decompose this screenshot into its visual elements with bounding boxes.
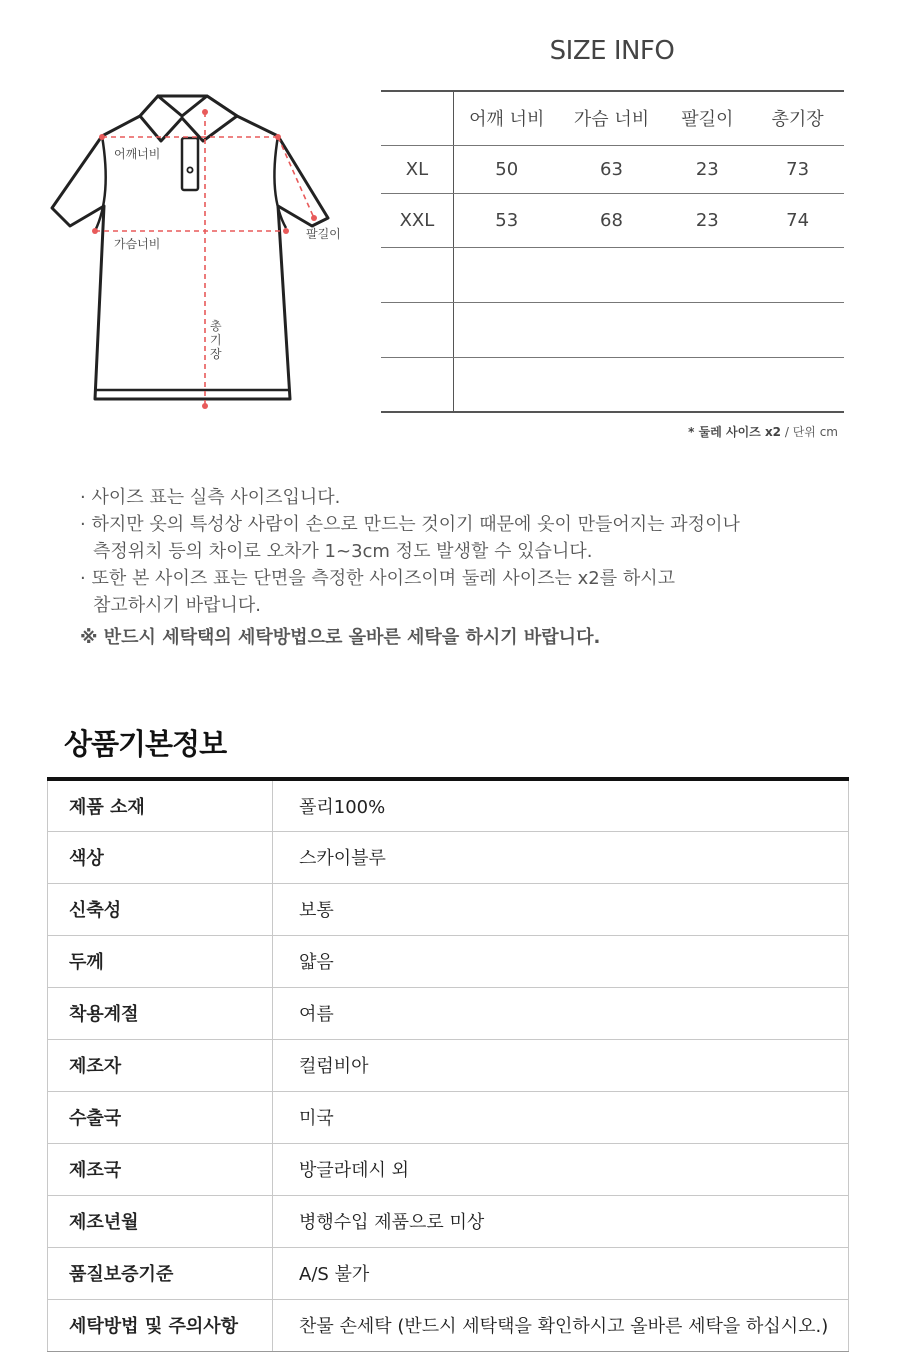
info-row — [48, 883, 849, 935]
info-value: A/S 불가 — [273, 1247, 849, 1299]
info-row — [48, 1091, 849, 1143]
measure-point — [99, 134, 105, 140]
info-key: 제품 소재 — [48, 779, 273, 831]
info-value: 얇음 — [273, 935, 849, 987]
measure-point — [283, 228, 289, 234]
size-cell — [751, 247, 844, 302]
length-label-2: 기 — [210, 333, 222, 347]
info-value: 미국 — [273, 1091, 849, 1143]
size-note-unit: / 단위 cm — [781, 425, 838, 439]
info-key: 제조국 — [48, 1143, 273, 1195]
info-key: 제조자 — [48, 1039, 273, 1091]
size-cell — [751, 357, 844, 412]
note-line: 측정위치 등의 차이로 오차가 1~3cm 정도 발생할 수 있습니다. — [93, 541, 593, 562]
info-value: 컬럼비아 — [273, 1039, 849, 1091]
size-label — [381, 247, 453, 302]
info-row — [48, 935, 849, 987]
size-table — [381, 90, 844, 413]
size-cell — [453, 302, 559, 357]
info-value: 병행수입 제품으로 미상 — [273, 1195, 849, 1247]
size-cell — [560, 357, 664, 412]
size-cell — [453, 357, 559, 412]
length-label-3: 장 — [210, 347, 222, 361]
measure-point — [92, 228, 98, 234]
measure-point — [202, 403, 208, 409]
info-value: 보통 — [273, 883, 849, 935]
size-cell: 23 — [663, 145, 751, 193]
size-cell: 74 — [751, 193, 844, 247]
size-label: XL — [381, 145, 453, 193]
product-info-table — [47, 777, 849, 1352]
size-cell: 73 — [751, 145, 844, 193]
info-value: 방글라데시 외 — [273, 1143, 849, 1195]
info-row — [48, 1143, 849, 1195]
info-row — [48, 831, 849, 883]
size-header-sleeve: 팔길이 — [663, 91, 751, 145]
info-row — [48, 1247, 849, 1299]
info-key: 색상 — [48, 831, 273, 883]
note-line: 참고하시기 바랍니다. — [93, 595, 261, 616]
info-value: 여름 — [273, 987, 849, 1039]
size-cell: 53 — [453, 193, 559, 247]
size-cell: 68 — [560, 193, 664, 247]
shoulder-label: 어깨너비 — [114, 147, 161, 161]
size-cell — [663, 357, 751, 412]
polo-shirt-diagram — [40, 86, 360, 416]
size-cell — [663, 247, 751, 302]
measure-point — [311, 215, 317, 221]
size-label: XXL — [381, 193, 453, 247]
info-key: 세탁방법 및 주의사항 — [48, 1299, 273, 1351]
info-row — [48, 1039, 849, 1091]
info-key: 신축성 — [48, 883, 273, 935]
size-cell — [751, 302, 844, 357]
size-cell: 50 — [453, 145, 559, 193]
size-header-shoulder: 어깨 너비 — [453, 91, 559, 145]
shirt-button — [187, 167, 192, 172]
info-key: 수출국 — [48, 1091, 273, 1143]
size-header-blank — [381, 91, 453, 145]
size-row — [381, 145, 844, 193]
info-key: 착용계절 — [48, 987, 273, 1039]
info-value: 폴리100% — [273, 779, 849, 831]
product-info-title: 상품기본정보 — [64, 727, 227, 761]
info-row — [48, 987, 849, 1039]
size-info-title: SIZE INFO — [549, 36, 675, 66]
size-note — [640, 423, 838, 440]
measure-point — [275, 134, 281, 140]
size-note-bold: * 둘레 사이즈 x2 — [688, 425, 782, 439]
size-header-length: 총기장 — [751, 91, 844, 145]
note-line: · 하지만 옷의 특성상 사람이 손으로 만드는 것이기 때문에 옷이 만들어지는 과정이나 — [80, 514, 740, 535]
size-row-empty — [381, 357, 844, 412]
info-value: 찬물 손세탁 (반드시 세탁택을 확인하시고 올바른 세탁을 하십시오.) — [273, 1299, 849, 1351]
size-cell: 63 — [560, 145, 664, 193]
size-label — [381, 357, 453, 412]
info-row — [48, 779, 849, 831]
washing-warning: ※ 반드시 세탁택의 세탁방법으로 올바른 세탁을 하시기 바랍니다. — [80, 627, 601, 648]
size-header-chest: 가슴 너비 — [560, 91, 664, 145]
chest-label: 가슴너비 — [114, 237, 161, 251]
size-row-empty — [381, 302, 844, 357]
size-cell — [453, 247, 559, 302]
measure-point — [202, 109, 208, 115]
note-line: · 사이즈 표는 실측 사이즈입니다. — [80, 487, 341, 508]
info-key: 품질보증기준 — [48, 1247, 273, 1299]
length-label-1: 총 — [210, 319, 222, 333]
info-row — [48, 1299, 849, 1351]
sleeve-label: 팔길이 — [306, 227, 341, 241]
note-line: · 또한 본 사이즈 표는 단면을 측정한 사이즈이며 둘레 사이즈는 x2를 하시고 — [80, 568, 676, 589]
size-row — [381, 193, 844, 247]
info-row — [48, 1195, 849, 1247]
size-cell: 23 — [663, 193, 751, 247]
info-key: 제조년월 — [48, 1195, 273, 1247]
info-key: 두께 — [48, 935, 273, 987]
size-row-empty — [381, 247, 844, 302]
shirt-placket — [182, 138, 198, 190]
info-value: 스카이블루 — [273, 831, 849, 883]
size-cell — [560, 247, 664, 302]
size-notes — [80, 484, 840, 651]
size-table-header-row — [381, 91, 844, 145]
size-label — [381, 302, 453, 357]
size-cell — [663, 302, 751, 357]
size-cell — [560, 302, 664, 357]
